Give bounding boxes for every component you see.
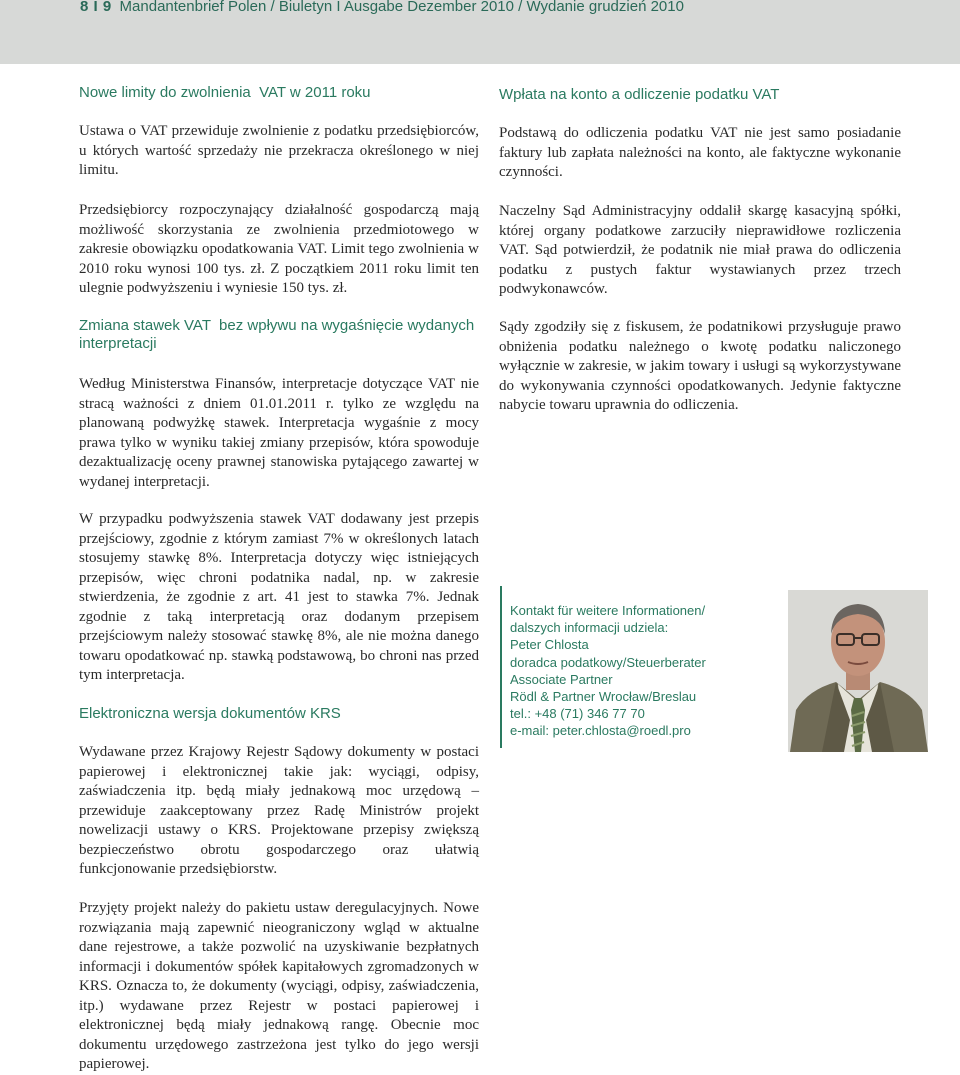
paragraph: Ustawa o VAT przewiduje zwolnienie z podatku przedsiębiorców, u których wartość sprzedaży nie przekracza określonego w niej limitu. (79, 123, 479, 178)
paragraph: Przyjęty projekt należy do pakietu ustaw deregulacyjnych. Nowe rozwiązania mają zapewnić nieograniczony wgląd w aktualne dane rejestrowe, a także pozwolić na uzyskiwanie bezpłatnych informacji i dokumentów spółek kapitałowych zgromadzonych w KRS. Oznacza to, że dokumenty (wyciągi, odpisy, zaświadczenia, itp.) wydawane przez Rejestr w postaci papierowej i elektronicznej będą miały jednakową rangę. Obecnie moc dokumentu urzędowego zastrzeżona jest tylko do jego wersji papierowej. (79, 900, 479, 1072)
paragraph: Według Ministerstwa Finansów, interpretacje dotyczące VAT nie stracą ważności z dniem 01.01.2011 r. tylko ze względu na planowaną podwyżkę stawek. Interpretacja wygaśnie z mocy prawa tylko w wyniku takiej zmiany przepisów, która spowoduje dezaktualizację oceny prawnej stanowiska pytającego zawartej w wydanej interpretacji. (79, 376, 479, 490)
heading-vat-rates: Zmiana stawek VAT bez wpływu na wygaśnięcie wydanych interpretacji (79, 317, 479, 352)
contact-portrait-photo (788, 590, 928, 752)
portrait-illustration (788, 590, 928, 752)
paragraph: Podstawą do odliczenia podatku VAT nie jest samo posiadanie faktury lub zapłata należności na konto, ale faktyczne wykonanie czynności. (499, 125, 901, 180)
contact-phone: tel.: +48 (71) 346 77 70 (510, 706, 645, 722)
paragraph: Naczelny Sąd Administracyjny oddalił skargę kasacyjną spółki, której organy podatkowe zarzuciły nieprawidłowe rozliczenia VAT. Sąd potwierdził, że podatnik nie miał prawa do odliczenia podatku z pustych faktur wystawianych przez trzech podwykonawców. (499, 203, 901, 297)
contact-role: doradca podatkowy/Steuerberater (510, 654, 706, 670)
page-number-separator: I (93, 0, 98, 15)
contact-line: Kontakt für weitere Informationen/ (510, 603, 706, 618)
contact-box (510, 602, 770, 740)
paragraph: W przypadku podwyższenia stawek VAT dodawany jest przepis przejściowy, zgodnie z którym zamiast 7% w określonych latach stosujemy stawkę 8%. Interpretacja dotyczy więc istniejących przepisów, więc chroni podatnika nadal, np. w zakresie stwierdzenia, że zgodnie z art. 41 jest to stawka 7%. Jednak zgodnie z taką interpretacją oraz dodanym przepisem przejściowym należy stosować stawkę 8%, ale nie można danego towaru opodatkować np. stawką podstawową, bo chroni nas przed tym interpretacja. (79, 511, 479, 683)
contact-email[interactable]: e-mail: peter.chlosta@roedl.pro (510, 723, 691, 739)
contact-name: Peter Chlosta (510, 637, 589, 653)
page-number-left: 8 (80, 0, 89, 15)
header-title: Mandantenbrief Polen / Biuletyn I Ausgabe Dezember 2010 / Wydanie grudzień 2010 (119, 0, 684, 15)
contact-accent-rule (500, 586, 502, 748)
header-text (80, 0, 684, 16)
heading-vat-deduction: Wpłata na konto a odliczenie podatku VAT (499, 86, 780, 103)
page-number-right: 9 (102, 0, 112, 15)
heading-vat-limits: Nowe limity do zwolnienia VAT w 2011 roku (79, 84, 371, 101)
paragraph: Sądy zgodziły się z fiskusem, że podatnikowi przysługuje prawo obniżenia podatku należnego o kwotę podatku naliczonego wyłącznie w zakresie, w jakim towary i usługi są wykorzystywane do wykonywania czynności opodatkowanych. Jedynie faktyczne nabycie towaru uprawnia do odliczenia. (499, 319, 901, 413)
contact-role: Associate Partner (510, 671, 613, 687)
paragraph: Przedsiębiorcy rozpoczynający działalność gospodarczą mają możliwość skorzystania ze zwolnienia przedmiotowego w zakresie obowiązku opodatkowania VAT. Limit tego zwolnienia w 2010 roku wynosi 100 tys. zł. Z początkiem 2011 roku limit ten ulegnie podwyższeniu i wyniesie 150 tys. zł. (79, 202, 479, 296)
paragraph: Wydawane przez Krajowy Rejestr Sądowy dokumenty w postaci papierowej i elektronicznej takie jak: wyciągi, odpisy, zaświadczenia itp. będą miały jednakową moc urzędową – przewiduje zaakceptowany przez Radę Ministrów projekt nowelizacji ustawy o KRS. Projektowane przepisy zwiększą bezpieczeństwo obrotu gospodarczego oraz ułatwią funkcjonowanie przedsiębiorstw. (79, 744, 479, 877)
heading-krs-documents: Elektroniczna wersja dokumentów KRS (79, 705, 341, 722)
contact-firm: Rödl & Partner Wrocław/Breslau (510, 689, 697, 705)
page-header (0, 0, 960, 64)
contact-line: dalszych informacji udziela: (510, 620, 669, 636)
